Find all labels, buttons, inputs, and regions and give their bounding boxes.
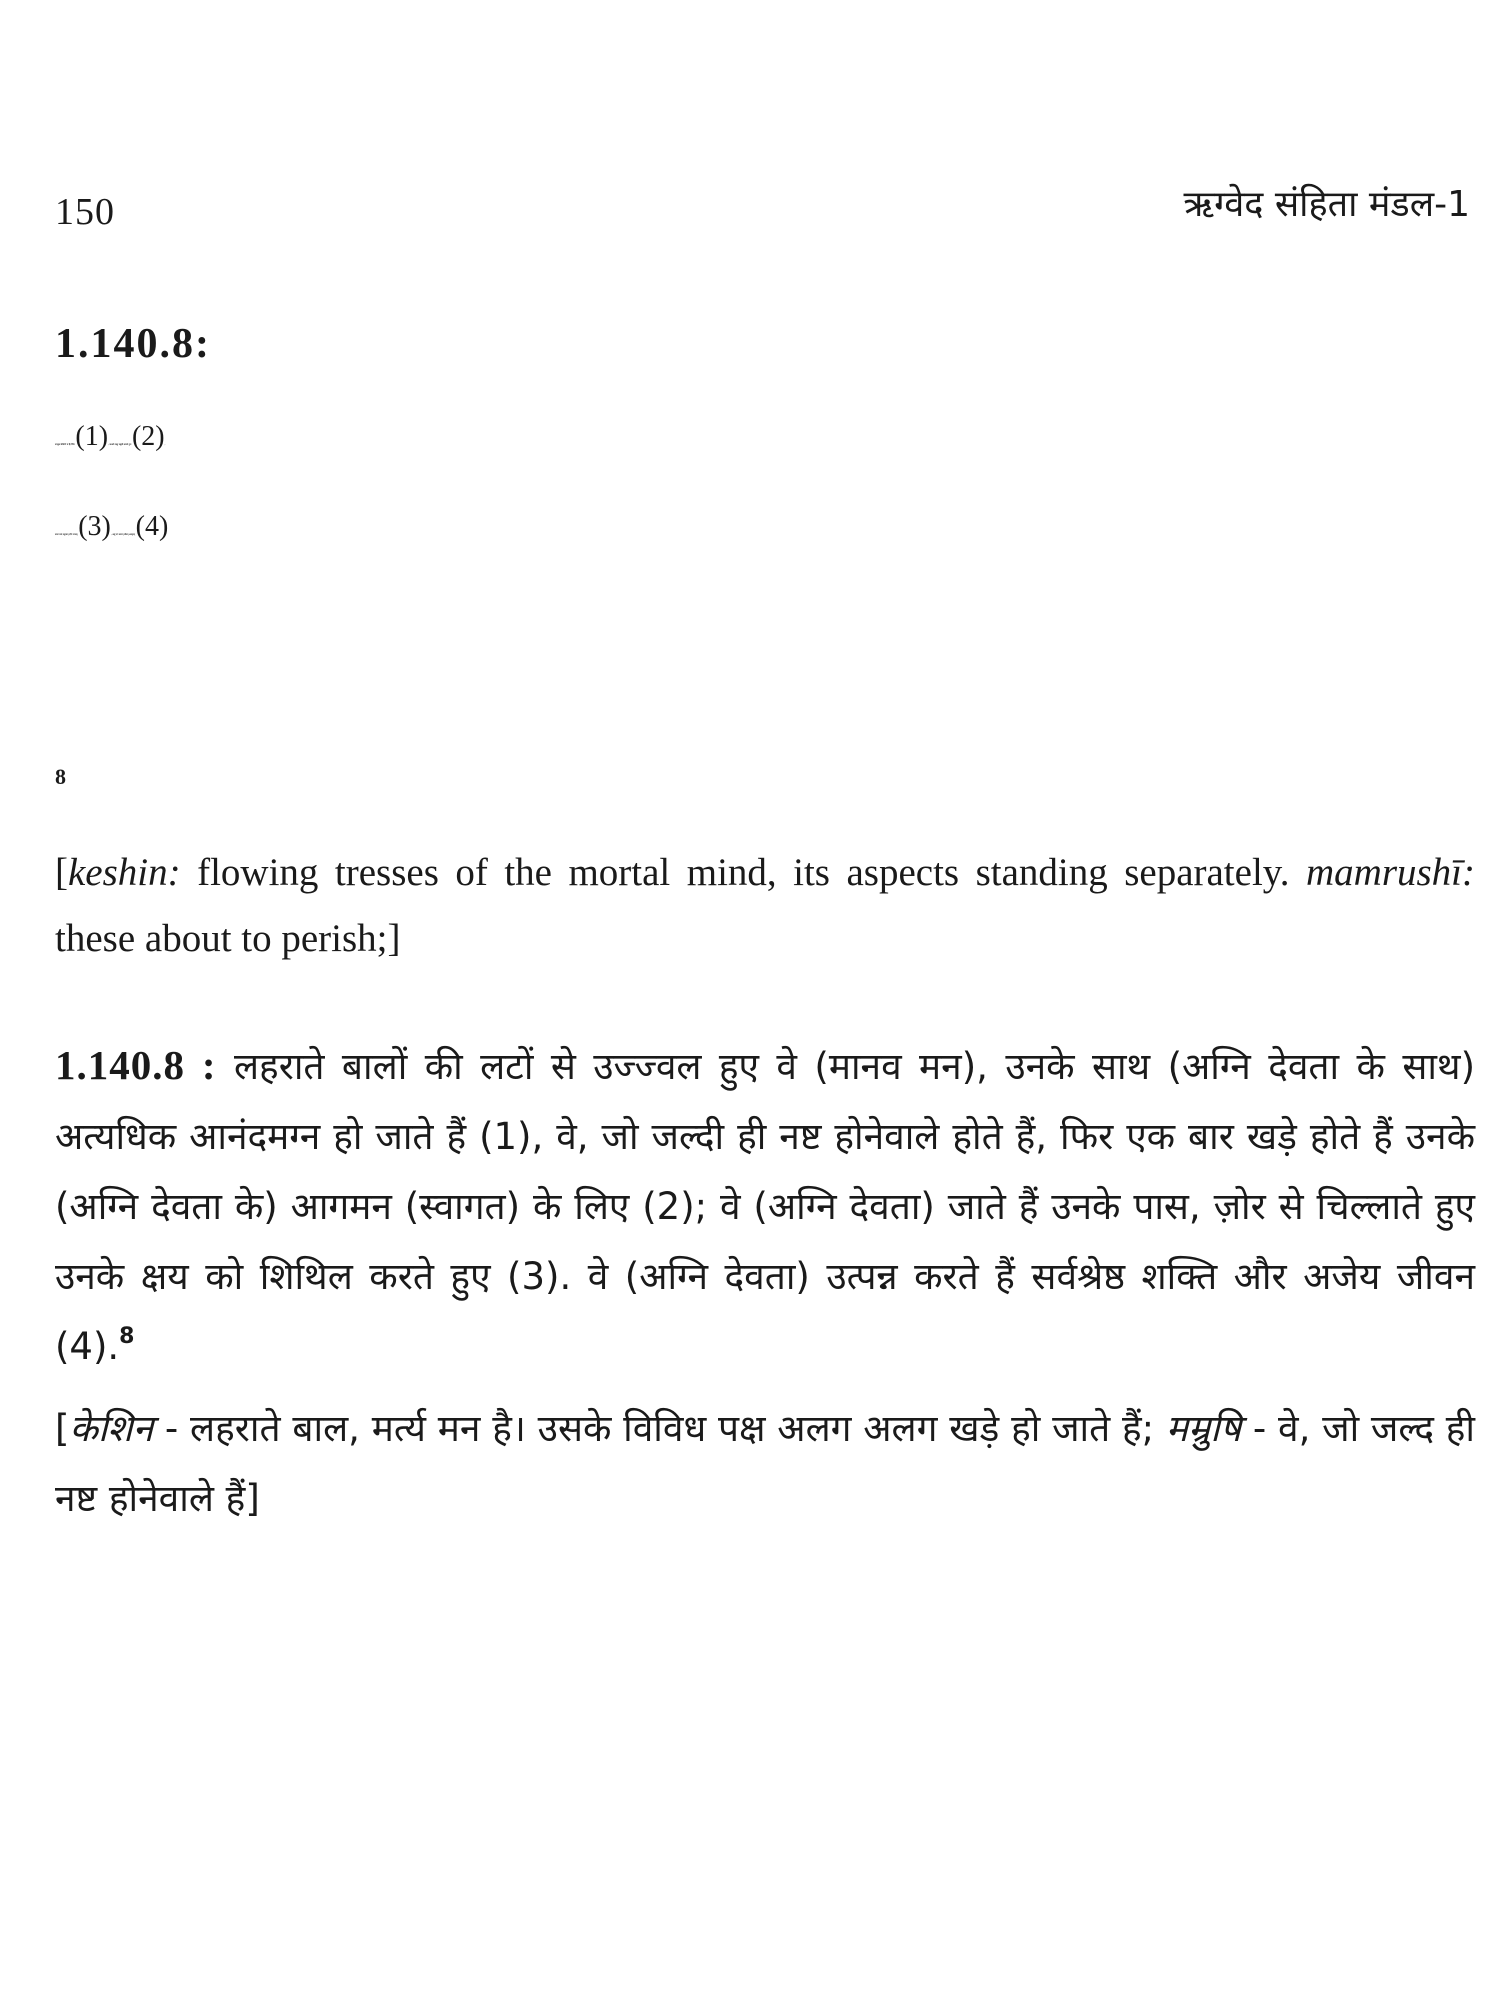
english-translation bbox=[55, 576, 1480, 832]
sanskrit-text: तमग्रुवः केशिनीः सं हि रेभिर bbox=[55, 444, 76, 446]
book-title: ऋग्वेद संहिता मंडल-1 bbox=[1183, 184, 1470, 225]
footnote-ref: 8 bbox=[119, 1324, 135, 1349]
translation-line bbox=[55, 764, 1480, 832]
note-bracket: [ bbox=[55, 1407, 70, 1450]
translation-line bbox=[55, 640, 1480, 704]
hindi-translation bbox=[55, 1030, 1475, 1382]
hindi-paragraph-text: लहराते बालों की लटों से उज्ज्वल हुए वे (मानव मन), उनके साथ (अग्नि देवता के साथ) अत्यधिक आनंदमग्न हो जाते हैं (1), वे, जो जल्दी ही नष्ट होनेवाले होते हैं, फिर एक बार खड़े होते हैं उनके (अग्नि देवता के) आगमन (स्वागत) के लिए (2); वे (अग्नि देवता) जाते हैं उनके पास, ज़ोर से चिल्लाते हुए उनके क्षय को शिथिल करते हुए (3). वे (अग्नि देवता) उत्पन्न करते हैं सर्वश्रेष्ठ शक्ति और अजेय जीवन (4). bbox=[55, 1045, 1476, 1368]
note-bracket: [ bbox=[55, 851, 68, 894]
note-term: mamrushī: bbox=[1305, 851, 1475, 894]
english-verse-section bbox=[55, 320, 1480, 972]
note-text: - वे, जो जल्द ही नष्ट होनेवाले हैं] bbox=[55, 1407, 1475, 1520]
footnote-ref: 8 bbox=[55, 764, 66, 789]
sanskrit-line bbox=[55, 486, 1480, 576]
sanskrit-text: , असुं परं जनयन् जीवम् अस्तृतम् bbox=[110, 534, 136, 536]
note-text: - लहराते बाल, मर्त्य मन है। उसके विविध पक्ष अलग अलग खड़े हो जाते हैं; bbox=[153, 1407, 1166, 1450]
line-marker: (2) bbox=[131, 421, 165, 452]
sanskrit-text: , bbox=[164, 444, 166, 446]
line-marker: (1) bbox=[75, 421, 109, 452]
sanskrit-text: तासां जरां प्रमुञ्चन् एति नानदत् bbox=[55, 534, 79, 536]
hindi-commentary-note bbox=[55, 1394, 1475, 1534]
note-term: keshin: bbox=[68, 851, 181, 894]
verse-number: 1.140.8: bbox=[55, 321, 211, 367]
note-term: मम्रुषि bbox=[1165, 1407, 1242, 1450]
sanskrit-line bbox=[55, 396, 1480, 486]
verse-number: 1.140.8 : bbox=[55, 1042, 217, 1088]
running-head bbox=[55, 178, 1470, 238]
commentary-note bbox=[55, 840, 1475, 972]
note-text: these about to perish;] bbox=[55, 917, 401, 960]
page-number: 150 bbox=[55, 191, 115, 233]
line-marker: (3) bbox=[78, 511, 111, 542]
translation-line bbox=[55, 576, 1480, 640]
sanskrit-verse bbox=[55, 396, 1480, 576]
sanskrit-text: , ऊर्ध्वाः तस्थुः मम्रुषीः प्रायवे पुनः bbox=[108, 444, 132, 446]
hindi-verse-section bbox=[55, 1030, 1480, 1534]
line-marker: (4) bbox=[135, 511, 169, 542]
note-text: flowing tresses of the mortal mind, its aspects standing separately. bbox=[180, 851, 1306, 894]
translation-line bbox=[55, 704, 1480, 768]
note-term: केशिन bbox=[69, 1407, 154, 1450]
